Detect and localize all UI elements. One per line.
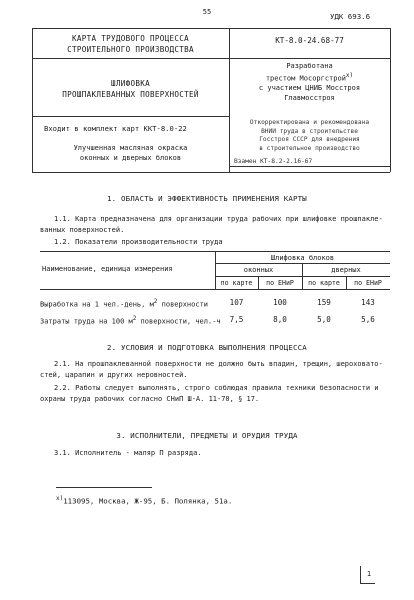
footnote-rule xyxy=(56,487,152,488)
footnote: $^{x)}$113095, Москва, Ж-95, Б. Полянка, 51а. xyxy=(56,495,233,506)
card-title: КАРТА ТРУДОВОГО ПРОЦЕССА СТРОИТЕЛЬНОГО ПРОИЗВОДСТВА xyxy=(67,34,194,54)
section-1-title: 1. ОБЛАСТЬ И ЭФФЕКТИВНОСТЬ ПРИМЕНЕНИЯ КАРТЫ xyxy=(107,194,307,203)
corner-mark: 1 xyxy=(366,570,372,578)
paragraph-2-1: 2.1. На прошпаклеванной поверхности не должно быть впадин, трещин, шероховато- стей, царапин и других неровностей. xyxy=(40,360,383,379)
table-header-group: Шлифовка блоков xyxy=(270,254,335,262)
page-number: 55 xyxy=(202,8,212,16)
paragraph-1-2: 1.2. Показатели производительности труда xyxy=(54,238,223,246)
replaces-note: Взамен КТ-8.2-2.16-67 xyxy=(234,158,313,165)
table-col-head: по карте xyxy=(220,279,253,287)
section-3-title: 3. ИСПОЛНИТЕЛИ, ПРЕДМЕТЫ И ОРУДИЯ ТРУДА xyxy=(116,431,298,440)
table-col-head: по карте xyxy=(308,279,340,287)
developer-block: Разработана трестом Мосоргстрой$^{x)}$ с участием ЦНИБ Мосстроя Главмосстроя xyxy=(258,62,361,103)
table-cell: 100 xyxy=(273,298,287,307)
table-cell: 143 xyxy=(361,298,375,307)
work-title: ШЛИФОВКА ПРОШПАКЛЕВАННЫХ ПОВЕРХНОСТЕЙ xyxy=(62,79,199,99)
table-cell: 5,6 xyxy=(361,315,375,324)
section-2-title: 2. УСЛОВИЯ И ПОДГОТОВКА ВЫПОЛНЕНИЯ ПРОЦЕССА xyxy=(107,343,307,352)
table-cell: 159 xyxy=(317,298,331,307)
table-col-head: по ЕНиР xyxy=(354,279,382,287)
table-cell: 7,5 xyxy=(229,315,244,324)
table-col-head: по ЕНиР xyxy=(266,279,294,287)
udk-code: УДК 693.6 xyxy=(330,12,371,21)
table-cell: 107 xyxy=(229,298,244,307)
table-header-windows: оконных xyxy=(243,266,274,274)
recommendation-stamp: Откорректирована и рекомендована ВНИИ труда в строительстве Госстроя СССР для внедрения в строительное производство xyxy=(249,119,370,152)
table-row-label: Выработка на 1 чел.-день, $м^2$ поверхности xyxy=(40,298,208,309)
paragraph-3-1: 3.1. Исполнитель - маляр П разряда. xyxy=(54,449,202,457)
paragraph-2-2: 2.2. Работы следует выполнять, строго соблюдая правила техники безопасности и охраны труда рабочих согласно СНиП Ш-А. 11-70, § 17. xyxy=(40,384,379,403)
table-header-name: Наименование, единица измерения xyxy=(42,265,173,273)
set-line: Входит в комплект карт ККТ-8.0-22 xyxy=(44,124,187,133)
table-row-label: Затраты труда на 100 $м^2$ поверхности, чел.-ч xyxy=(40,315,221,326)
table-header-doors: дверных xyxy=(331,266,361,274)
page-corner-box xyxy=(360,566,375,584)
set-description: Улучшенная масляная окраска оконных и дверных блоков xyxy=(73,144,188,162)
table-cell: 5,0 xyxy=(317,315,331,324)
paragraph-1-1: 1.1. Карта предназначена для организации труда рабочих при шлифовке прошпакле- ванных поверхностей. xyxy=(40,215,383,234)
table-cell: 8,0 xyxy=(273,315,287,324)
card-code: КТ-8.0-24.68-77 xyxy=(275,36,344,45)
